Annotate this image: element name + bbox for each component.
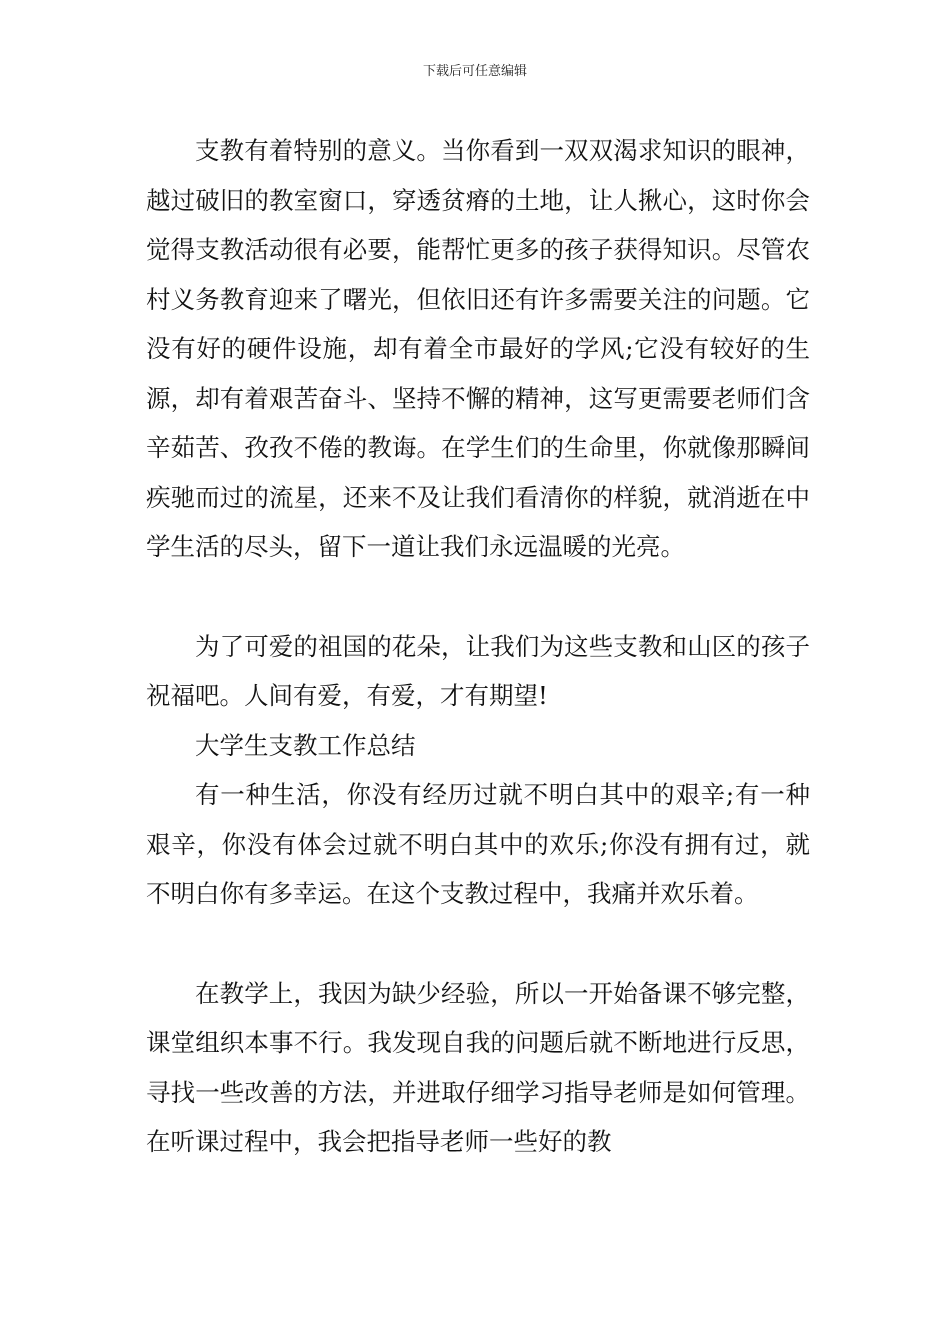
paragraph-volunteer-teaching-meaning: 支教有着特别的意义。当你看到一双双渴求知识的眼神，越过破旧的教室窗口，穿透贫瘠的土地，让人揪心，这时你会觉得支教活动很有必要，能帮忙更多的孩子获得知识。尽管农村义务教育迎来了曙光，但依旧还有许多需要关注的问题。它没有好的硬件设施，却有着全市最好的学风;它没有较好的生源，却有着艰苦奋斗、坚持不懈的精神，这写更需要老师们含辛茹苦、孜孜不倦的教诲。在学生们的生命里，你就像那瞬间疾驰而过的流星，还来不及让我们看清你的样貌，就消逝在中学生活的尽头，留下一道让我们永远温暖的光亮。	[146, 136, 810, 561]
paragraph-spacer	[146, 572, 810, 622]
section-heading: 大学生支教工作总结	[195, 730, 416, 760]
paragraph-intro: 有一种生活，你没有经历过就不明白其中的艰辛;有一种艰辛，你没有体会过就不明白其中的欢乐;你没有拥有过，就不明白你有多幸运。在这个支教过程中，我痛并欢乐着。	[146, 780, 810, 908]
document-body	[146, 126, 810, 1167]
paragraph-teaching: 在教学上，我因为缺少经验，所以一开始备课不够完整，课堂组织本事不行。我发现自我的问题后就不断地进行反思，寻找一些改善的方法，并进取仔细学习指导老师是如何管理。在听课过程中，我会把指导老师一些好的教	[146, 978, 810, 1156]
paragraph-spacer	[146, 919, 810, 969]
page-header: 下载后可任意编辑	[422, 64, 527, 79]
paragraph-blessing: 为了可爱的祖国的花朵，让我们为这些支教和山区的孩子祝福吧。人间有爱，有爱，才有期望!	[146, 631, 810, 710]
